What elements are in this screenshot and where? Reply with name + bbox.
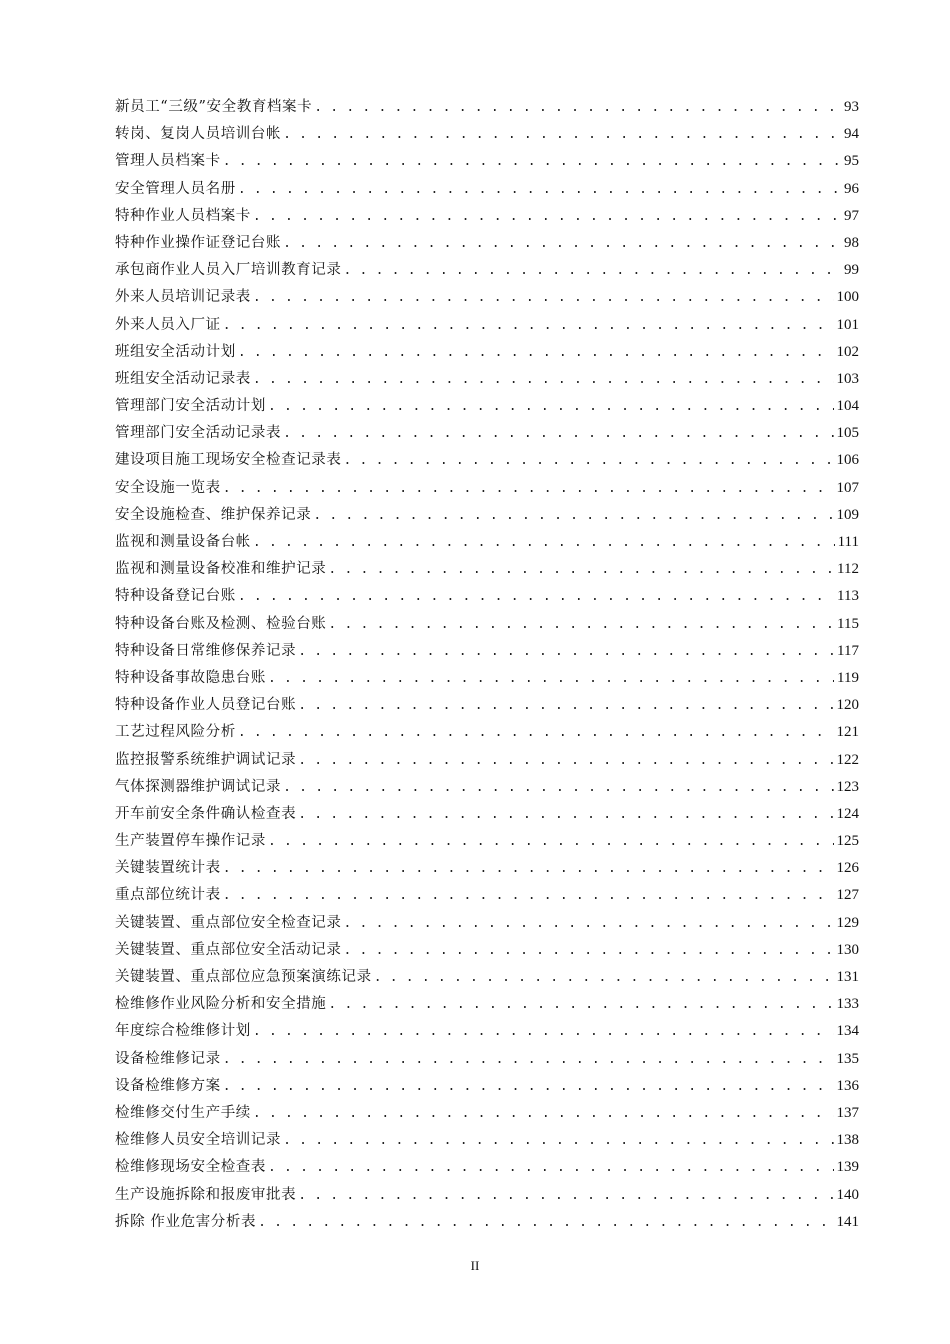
toc-entry-page: 96 <box>844 180 859 197</box>
toc-dot-leader <box>374 964 834 991</box>
toc-entry[interactable] <box>115 393 859 420</box>
toc-dot-leader <box>223 1073 834 1100</box>
toc-dot-leader <box>238 583 834 610</box>
toc-entry-page: 106 <box>836 452 859 469</box>
toc-entry-page: 100 <box>836 289 859 306</box>
toc-entry-title: 生产装置停车操作记录 <box>115 833 266 850</box>
toc-entry-title: 设备检维修记录 <box>115 1050 221 1067</box>
toc-entry[interactable] <box>115 502 859 529</box>
toc-entry-page: 104 <box>836 398 859 415</box>
toc-entry[interactable] <box>115 828 859 855</box>
toc-entry-page: 123 <box>836 778 859 795</box>
toc-dot-leader <box>253 529 835 556</box>
toc-entry-title: 特种设备事故隐患台账 <box>115 669 266 686</box>
toc-entry[interactable] <box>115 692 859 719</box>
toc-dot-leader <box>298 638 834 665</box>
toc-entry[interactable] <box>115 1046 859 1073</box>
toc-entry-title: 工艺过程风险分析 <box>115 724 236 741</box>
toc-entry-title: 管理部门安全活动记录表 <box>115 425 282 442</box>
toc-entry[interactable] <box>115 529 859 556</box>
toc-entry-title: 关键装置、重点部位应急预案演练记录 <box>115 969 372 985</box>
toc-entry-page: 111 <box>837 534 859 550</box>
toc-dot-leader <box>344 910 834 937</box>
toc-entry[interactable] <box>115 991 859 1018</box>
toc-dot-leader <box>328 556 834 583</box>
toc-dot-leader <box>238 339 834 366</box>
toc-entry[interactable] <box>115 1182 859 1209</box>
toc-entry-title: 特种作业人员档案卡 <box>115 207 251 224</box>
toc-entry-page: 112 <box>837 561 859 578</box>
toc-entry-title: 关键装置、重点部位安全检查记录 <box>115 914 342 931</box>
toc-entry[interactable] <box>115 1018 859 1045</box>
toc-dot-leader <box>253 1100 834 1127</box>
toc-entry-page: 93 <box>844 99 859 115</box>
toc-entry-page: 129 <box>836 914 859 931</box>
toc-dot-leader <box>268 665 834 692</box>
toc-dot-leader <box>313 502 833 529</box>
toc-entry[interactable] <box>115 339 859 366</box>
toc-entry[interactable] <box>115 148 859 175</box>
toc-entry[interactable] <box>115 665 859 692</box>
toc-entry[interactable] <box>115 203 859 230</box>
toc-entry-page: 97 <box>844 207 859 224</box>
toc-dot-leader <box>223 148 841 175</box>
toc-dot-leader <box>223 475 834 502</box>
toc-entry-title: 外来人员入厂证 <box>115 316 221 333</box>
toc-dot-leader <box>344 447 834 474</box>
toc-entry-page: 117 <box>837 642 859 659</box>
toc-dot-leader <box>298 801 833 828</box>
toc-dot-leader <box>283 420 833 447</box>
toc-entry[interactable] <box>115 366 859 393</box>
toc-entry-page: 139 <box>836 1159 859 1176</box>
toc-entry[interactable] <box>115 1100 859 1127</box>
toc-dot-leader <box>223 312 834 339</box>
toc-entry-page: 140 <box>836 1186 859 1203</box>
toc-entry[interactable] <box>115 855 859 882</box>
toc-entry-title: 监控报警系统维护调试记录 <box>115 751 297 768</box>
toc-entry-title: 生产设施拆除和报废审批表 <box>115 1186 297 1203</box>
toc-entry[interactable] <box>115 556 859 583</box>
toc-entry-title: 管理人员档案卡 <box>115 153 221 170</box>
toc-dot-leader <box>314 94 841 121</box>
toc-dot-leader <box>283 121 841 148</box>
toc-entry[interactable] <box>115 747 859 774</box>
toc-dot-leader <box>223 855 834 882</box>
table-of-contents <box>115 94 859 1236</box>
toc-entry[interactable] <box>115 801 859 828</box>
toc-entry[interactable] <box>115 475 859 502</box>
toc-entry[interactable] <box>115 719 859 746</box>
toc-entry-title: 拆除 作业危害分析表 <box>115 1213 257 1230</box>
toc-dot-leader <box>328 611 834 638</box>
toc-entry-page: 141 <box>836 1213 859 1230</box>
toc-entry-title: 监视和测量设备校准和维护记录 <box>115 561 327 578</box>
toc-entry[interactable] <box>115 230 859 257</box>
toc-dot-leader <box>268 828 834 855</box>
toc-entry[interactable] <box>115 638 859 665</box>
toc-entry-page: 133 <box>836 996 859 1013</box>
toc-entry-page: 94 <box>844 126 859 143</box>
toc-entry-page: 136 <box>836 1077 859 1094</box>
toc-entry-title: 关键装置统计表 <box>115 860 221 877</box>
toc-dot-leader <box>344 937 834 964</box>
toc-entry-title: 建设项目施工现场安全检查记录表 <box>115 452 342 469</box>
toc-entry-title: 特种设备作业人员登记台账 <box>115 697 297 714</box>
toc-entry[interactable] <box>115 910 859 937</box>
toc-dot-leader <box>238 176 841 203</box>
toc-dot-leader <box>268 1154 834 1181</box>
toc-entry-title: 检维修人员安全培训记录 <box>115 1132 282 1149</box>
toc-dot-leader <box>223 882 834 909</box>
toc-entry[interactable] <box>115 447 859 474</box>
toc-entry[interactable] <box>115 1073 859 1100</box>
toc-entry-title: 特种作业操作证登记台账 <box>115 234 282 251</box>
toc-entry-title: 外来人员培训记录表 <box>115 289 251 306</box>
toc-entry-page: 109 <box>836 506 859 523</box>
toc-entry-title: 安全管理人员名册 <box>115 180 236 197</box>
page-number: II <box>470 1258 480 1273</box>
toc-entry-page: 127 <box>836 887 859 904</box>
toc-entry-page: 126 <box>836 860 859 877</box>
toc-entry-page: 124 <box>836 805 859 822</box>
toc-entry[interactable] <box>115 937 859 964</box>
toc-entry-title: 检维修现场安全检查表 <box>115 1159 266 1176</box>
toc-entry-page: 138 <box>836 1132 859 1149</box>
toc-entry-page: 103 <box>836 370 859 387</box>
toc-entry[interactable] <box>115 1127 859 1154</box>
toc-dot-leader <box>253 366 834 393</box>
toc-entry-title: 特种设备登记台账 <box>115 588 236 605</box>
toc-entry-title: 气体探测器维护调试记录 <box>115 778 282 795</box>
toc-entry-page: 113 <box>837 588 859 605</box>
toc-entry-title: 班组安全活动计划 <box>115 343 236 360</box>
toc-dot-leader <box>298 1182 833 1209</box>
toc-dot-leader <box>223 1046 834 1073</box>
toc-entry-page: 122 <box>836 751 859 768</box>
toc-entry-title: 管理部门安全活动计划 <box>115 398 266 415</box>
toc-dot-leader <box>283 1127 833 1154</box>
toc-entry-title: 检维修交付生产手续 <box>115 1104 251 1121</box>
toc-entry-title: 设备检维修方案 <box>115 1077 221 1094</box>
toc-entry-title: 重点部位统计表 <box>115 887 221 904</box>
toc-dot-leader <box>328 991 833 1018</box>
toc-entry-title: 班组安全活动记录表 <box>115 370 251 387</box>
toc-entry-title: 开车前安全条件确认检查表 <box>115 805 297 822</box>
toc-entry-page: 99 <box>844 262 859 279</box>
toc-entry-title: 检维修作业风险分析和安全措施 <box>115 996 327 1013</box>
toc-dot-leader <box>253 1018 834 1045</box>
toc-entry[interactable] <box>115 284 859 311</box>
toc-entry-title: 特种设备日常维修保养记录 <box>115 642 297 659</box>
toc-dot-leader <box>283 774 833 801</box>
toc-entry-page: 134 <box>836 1023 859 1040</box>
toc-entry-title: 新员工“三级”安全教育档案卡 <box>115 99 313 115</box>
toc-entry-title: 关键装置、重点部位安全活动记录 <box>115 941 342 958</box>
toc-entry-page: 120 <box>836 697 859 714</box>
toc-entry-page: 102 <box>836 343 859 360</box>
toc-dot-leader <box>298 747 833 774</box>
toc-entry[interactable] <box>115 1154 859 1181</box>
toc-entry-page: 137 <box>836 1104 859 1121</box>
toc-entry-title: 特种设备台账及检测、检验台账 <box>115 615 327 632</box>
toc-entry[interactable] <box>115 121 859 148</box>
toc-entry-title: 转岗、复岗人员培训台帐 <box>115 126 282 143</box>
toc-dot-leader <box>298 692 833 719</box>
toc-entry[interactable] <box>115 583 859 610</box>
toc-entry-page: 95 <box>844 153 859 170</box>
toc-entry[interactable] <box>115 964 859 991</box>
toc-dot-leader <box>238 719 834 746</box>
toc-dot-leader <box>253 284 834 311</box>
toc-entry-title: 承包商作业人员入厂培训教育记录 <box>115 262 342 279</box>
toc-entry[interactable] <box>115 882 859 909</box>
toc-entry-page: 131 <box>836 969 859 985</box>
toc-dot-leader <box>253 203 841 230</box>
toc-entry-page: 121 <box>836 724 859 741</box>
toc-entry[interactable] <box>115 94 859 121</box>
toc-entry-page: 105 <box>836 425 859 442</box>
toc-dot-leader <box>283 230 841 257</box>
toc-entry[interactable] <box>115 257 859 284</box>
toc-entry-page: 119 <box>837 669 859 686</box>
toc-entry[interactable] <box>115 611 859 638</box>
toc-entry-page: 115 <box>837 615 859 632</box>
toc-dot-leader <box>268 393 834 420</box>
toc-entry-page: 130 <box>836 941 859 958</box>
toc-entry[interactable] <box>115 1209 859 1236</box>
toc-dot-leader <box>344 257 842 284</box>
toc-dot-leader <box>258 1209 833 1236</box>
toc-entry-title: 安全设施一览表 <box>115 479 221 496</box>
toc-entry-title: 安全设施检查、维护保养记录 <box>115 506 312 523</box>
toc-entry[interactable] <box>115 420 859 447</box>
toc-entry-title: 年度综合检维修计划 <box>115 1023 251 1040</box>
toc-entry-page: 107 <box>836 479 859 496</box>
toc-entry-page: 125 <box>836 833 859 850</box>
toc-entry-page: 98 <box>844 234 859 251</box>
toc-entry-page: 135 <box>836 1050 859 1067</box>
toc-entry-title: 监视和测量设备台帐 <box>115 534 251 550</box>
toc-entry[interactable] <box>115 312 859 339</box>
toc-entry[interactable] <box>115 774 859 801</box>
toc-entry[interactable] <box>115 176 859 203</box>
toc-entry-page: 101 <box>836 316 859 333</box>
